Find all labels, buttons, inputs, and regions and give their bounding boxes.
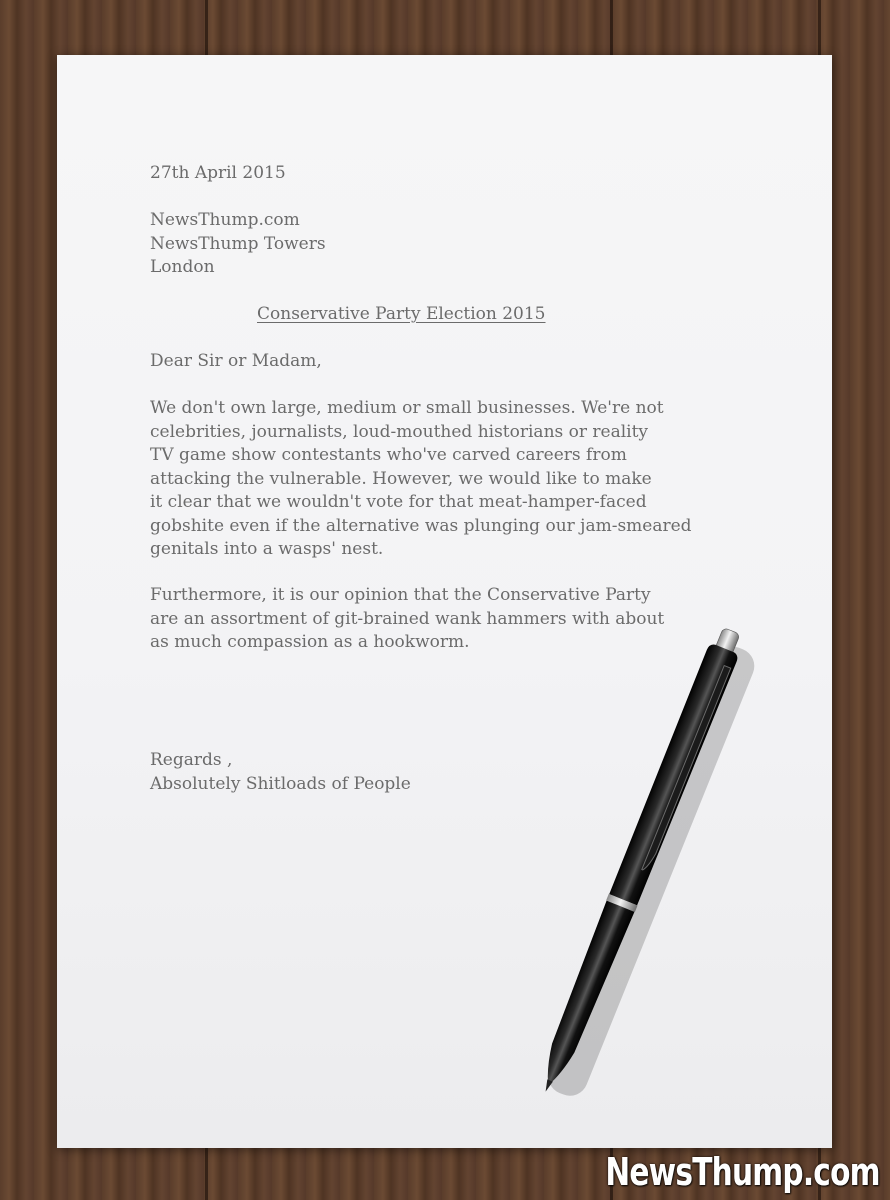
paragraph-line: We don't own large, medium or small businesses. We're not [150,398,664,418]
date-text: 27th April 2015 [150,163,286,183]
letter-subject: Conservative Party Election 2015 [257,304,546,324]
body-paragraph-1 [150,397,692,562]
paragraph-line: celebrities, journalists, loud-mouthed historians or reality [150,421,649,442]
letter-date [150,162,286,186]
paragraph-line: TV game show contestants who've carved careers from [150,445,627,465]
paragraph-line: genitals into a wasps' nest. [150,539,384,559]
letter-closing [150,749,411,796]
newsthump-watermark: NewsThump.com [605,1150,880,1194]
salutation-text: Dear Sir or Madam, [150,351,322,371]
recipient-address [150,209,326,280]
paragraph-line: are an assortment of git-brained wank hammers with about [150,608,665,629]
body-paragraph-2 [150,584,664,655]
address-line: London [150,257,215,277]
paragraph-line: Furthermore, it is our opinion that the Conservative Party [150,585,651,605]
paragraph-line: it clear that we wouldn't vote for that meat-hamper-faced [150,492,647,512]
paragraph-line: gobshite even if the alternative was plunging our jam-smeared [150,515,692,536]
paragraph-line: attacking the vulnerable. However, we would like to make [150,468,652,489]
letter-salutation [150,350,322,374]
signature-text: Absolutely Shitloads of People [150,773,411,794]
paragraph-line: as much compassion as a hookworm. [150,632,470,652]
address-line: NewsThump.com [150,210,300,230]
closing-text: Regards , [150,750,233,770]
address-line: NewsThump Towers [150,233,326,254]
